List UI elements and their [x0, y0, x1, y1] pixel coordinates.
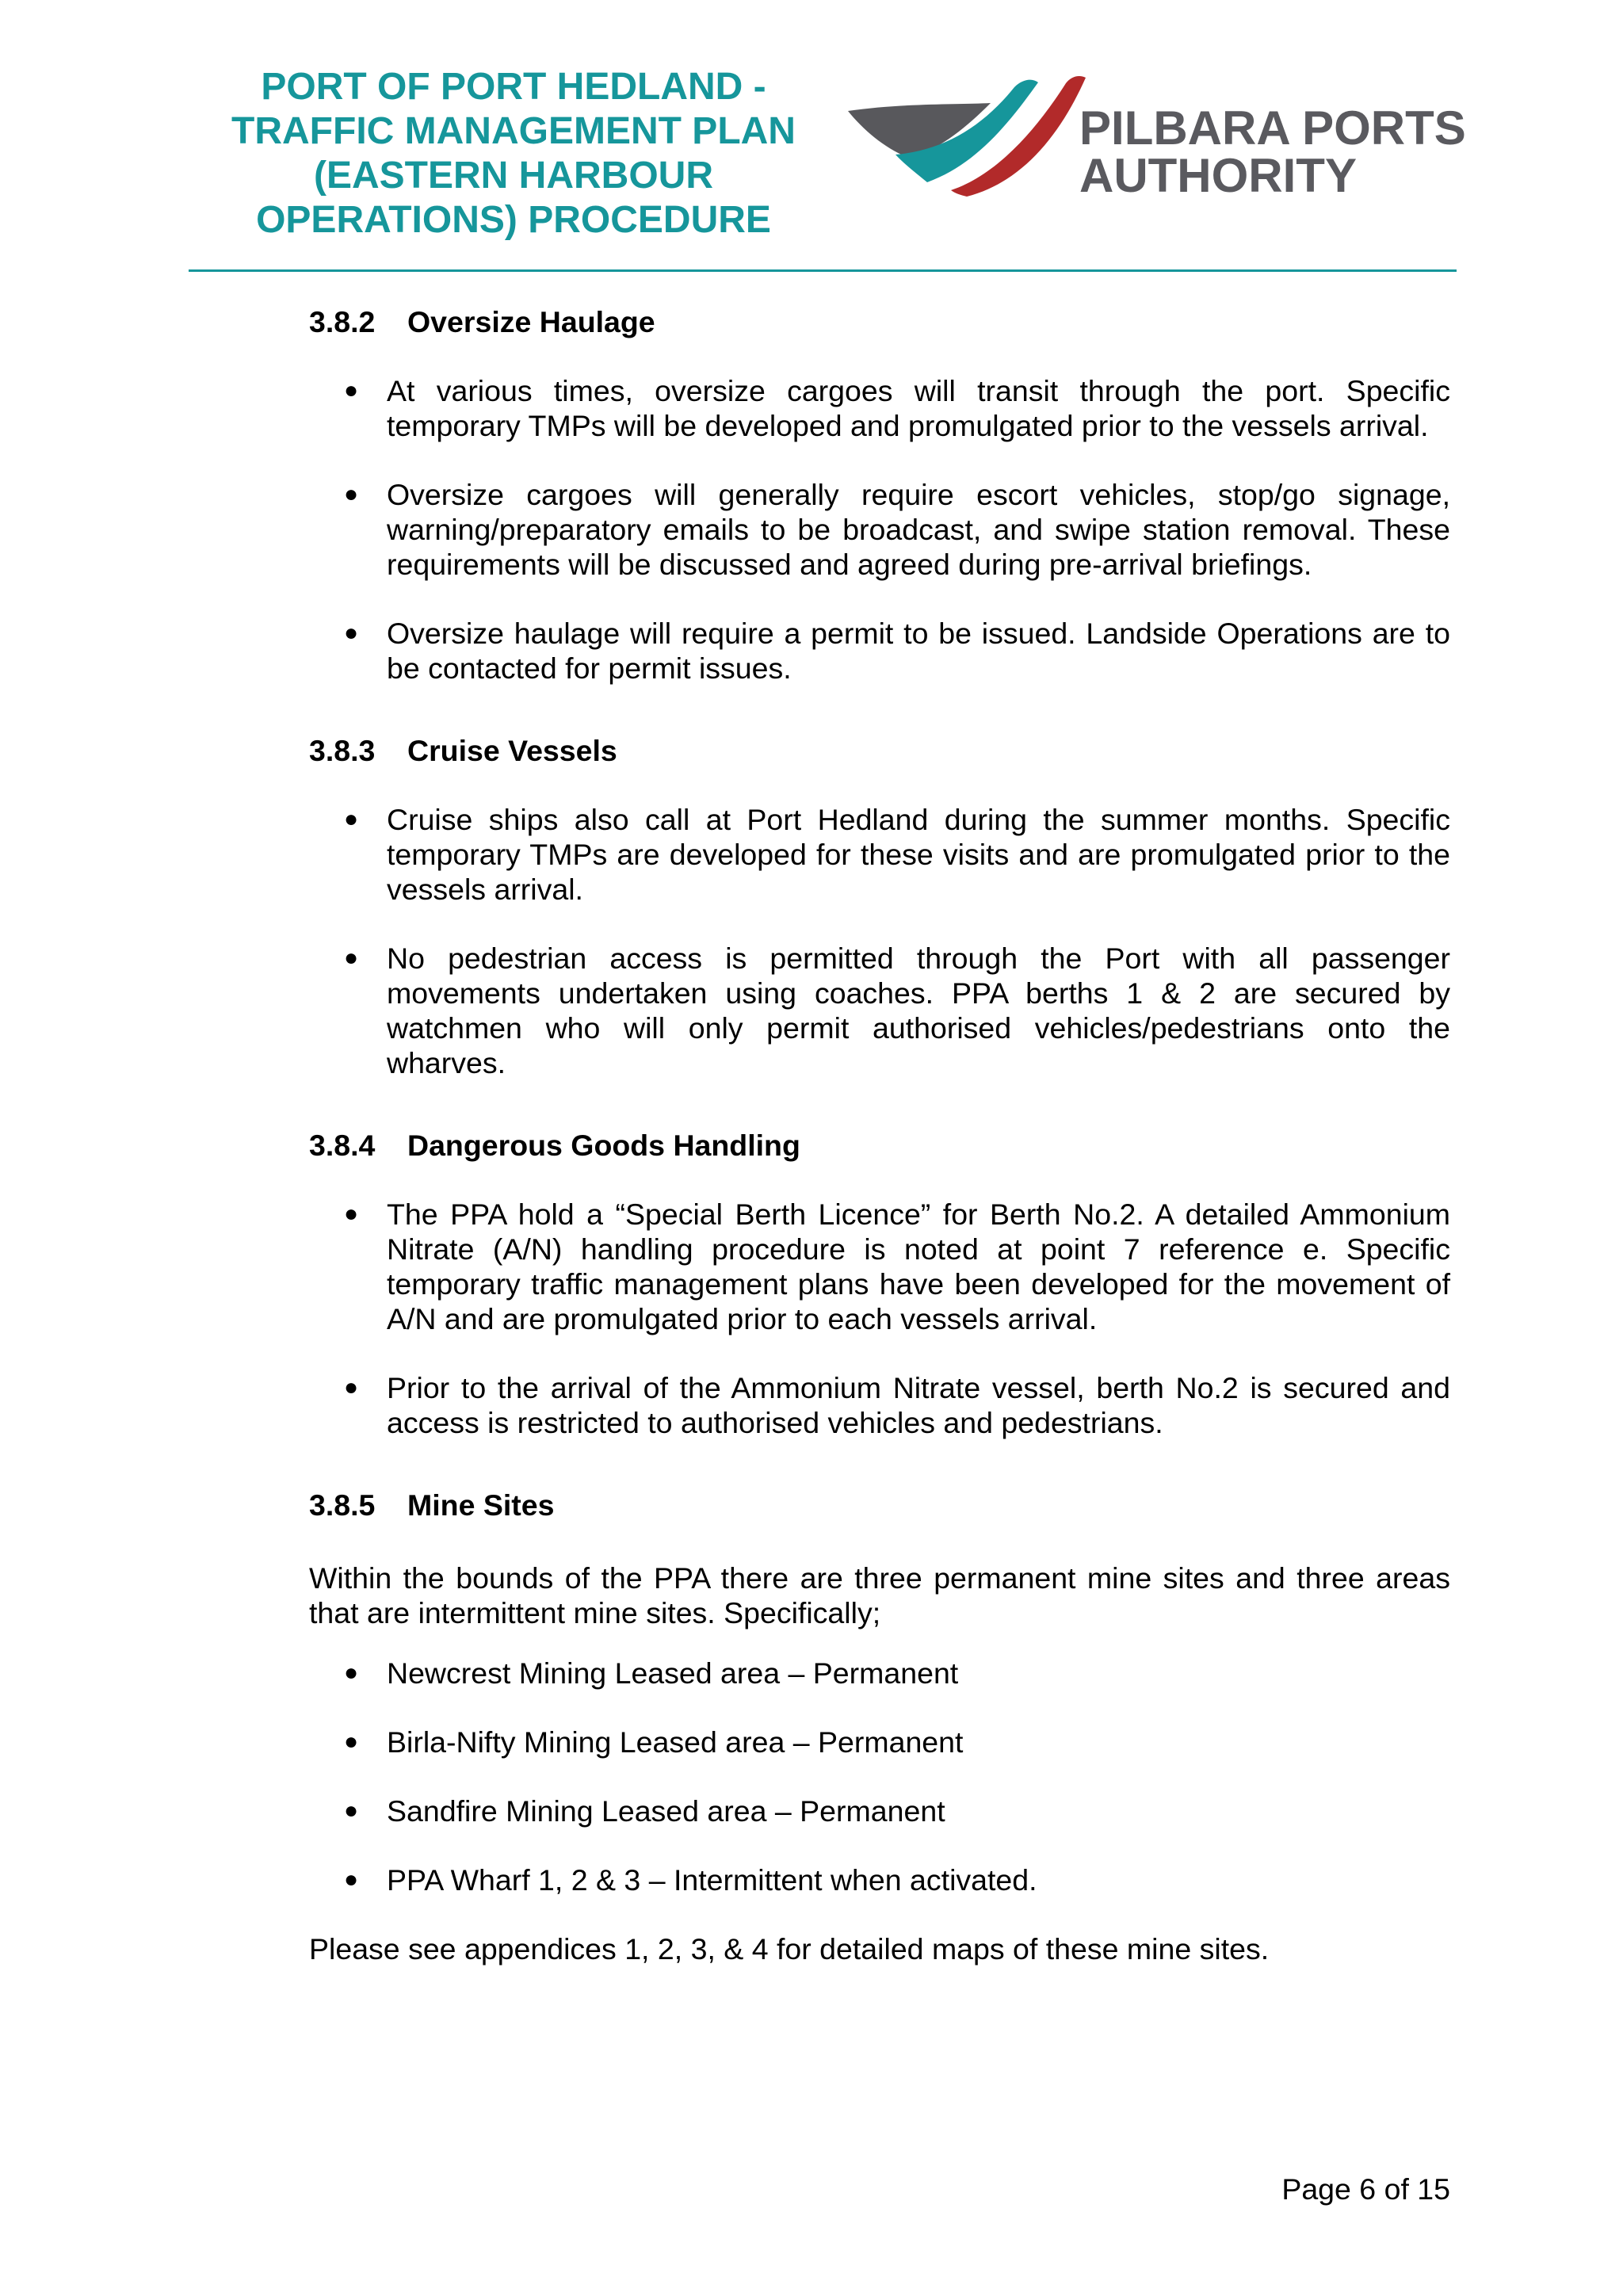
list-item: [309, 1370, 1450, 1440]
section-heading: [309, 1488, 1450, 1522]
list-item-text: Sandfire Mining Leased area – Permanent: [387, 1794, 945, 1828]
logo-line-2: AUTHORITY: [1079, 149, 1357, 202]
list-item-text: At various times, oversize cargoes will transit through the port. Specific temporary TMPs will be developed and promulgated prior to the vessels arrival.: [387, 374, 1450, 442]
page-number: Page 6 of 15: [1281, 2172, 1450, 2206]
bullet-icon: ●: [344, 1201, 359, 1227]
bullet-icon: ●: [344, 377, 359, 403]
document-title: [204, 65, 823, 243]
pilbara-ports-wave-logo-icon: [848, 71, 1086, 198]
section-number: 3.8.2: [309, 305, 376, 338]
title-line: (EASTERN HARBOUR: [314, 155, 713, 197]
bullet-icon: ●: [344, 481, 359, 507]
section-title: Oversize Haulage: [407, 305, 655, 338]
list-item-text: PPA Wharf 1, 2 & 3 – Intermittent when activated.: [387, 1863, 1037, 1897]
bullet-list: [309, 1197, 1450, 1440]
list-item: [309, 477, 1450, 582]
list-item: [309, 1197, 1450, 1336]
section-heading: [309, 1128, 1450, 1163]
bullet-icon: ●: [344, 1866, 359, 1893]
list-item-text: Birla-Nifty Mining Leased area – Permanent: [387, 1725, 964, 1759]
document-body: [309, 301, 1450, 1966]
section-number: 3.8.3: [309, 734, 376, 767]
title-line: OPERATIONS) PROCEDURE: [256, 199, 771, 241]
bullet-list: [309, 802, 1450, 1080]
paragraph: Please see appendices 1, 2, 3, & 4 for detailed maps of these mine sites.: [309, 1932, 1270, 1966]
paragraph: Within the bounds of the PPA there are three permanent mine sites and three areas that are intermittent mine sites. Specifically;: [309, 1561, 1450, 1629]
list-item-text: The PPA hold a “Special Berth Licence” for Berth No.2. A detailed Ammonium Nitrate (A/N) handling procedure is noted at point 7 reference e. Specific temporary traffic management plans have been developed for the movement of A/N and are promulgated prior to each vessels arrival.: [387, 1198, 1450, 1335]
bullet-icon: ●: [344, 620, 359, 646]
pilbara-ports-logo: [848, 71, 1466, 202]
section-number: 3.8.4: [309, 1129, 376, 1162]
bullet-icon: ●: [344, 1374, 359, 1400]
logo-wordmark: [1079, 101, 1466, 202]
list-item-text: No pedestrian access is permitted through the Port with all passenger movements undertaken using coaches. PPA berths 1 & 2 are secured by watchmen who will only permit authorised vehicles/pedestrians onto the wharves.: [387, 942, 1450, 1079]
title-line: PORT OF PORT HEDLAND -: [261, 66, 766, 108]
bullet-icon: ●: [344, 1729, 359, 1755]
list-item-text: Cruise ships also call at Port Hedland during the summer months. Specific temporary TMPs are developed for these visits and are promulgated prior to the vessels arrival.: [387, 803, 1450, 906]
section-number: 3.8.5: [309, 1488, 376, 1522]
section-title: Dangerous Goods Handling: [407, 1129, 800, 1162]
bullet-icon: ●: [344, 1797, 359, 1824]
list-item: [309, 941, 1450, 1080]
list-item: [309, 1725, 1450, 1759]
list-item-text: Oversize haulage will require a permit to be issued. Landside Operations are to be contacted for permit issues.: [387, 617, 1450, 685]
section-title: Mine Sites: [407, 1488, 555, 1522]
bullet-list: [309, 373, 1450, 686]
section-heading: [309, 733, 1450, 768]
list-item: [309, 1794, 1450, 1828]
list-item: [309, 802, 1450, 907]
section-heading: [309, 304, 1450, 339]
title-line: TRAFFIC MANAGEMENT PLAN: [231, 110, 796, 152]
header-divider: [189, 269, 1457, 272]
bullet-icon: ●: [344, 945, 359, 971]
list-item: [309, 1862, 1450, 1897]
list-item-text: Prior to the arrival of the Ammonium Nitrate vessel, berth No.2 is secured and access is restricted to authorised vehicles and pedestrians.: [387, 1371, 1450, 1439]
list-item-text: Oversize cargoes will generally require escort vehicles, stop/go signage, warning/preparatory emails to be broadcast, and swipe station removal. These requirements will be discussed and agreed during pre-arrival briefings.: [387, 478, 1450, 581]
bullet-icon: ●: [344, 806, 359, 832]
list-item: [309, 1656, 1450, 1690]
bullet-list: [309, 1656, 1450, 1897]
logo-line-1: PILBARA PORTS: [1079, 101, 1466, 155]
list-item: [309, 373, 1450, 443]
list-item: [309, 616, 1450, 686]
section-title: Cruise Vessels: [407, 734, 617, 767]
bullet-icon: ●: [344, 1660, 359, 1686]
list-item-text: Newcrest Mining Leased area – Permanent: [387, 1656, 959, 1690]
